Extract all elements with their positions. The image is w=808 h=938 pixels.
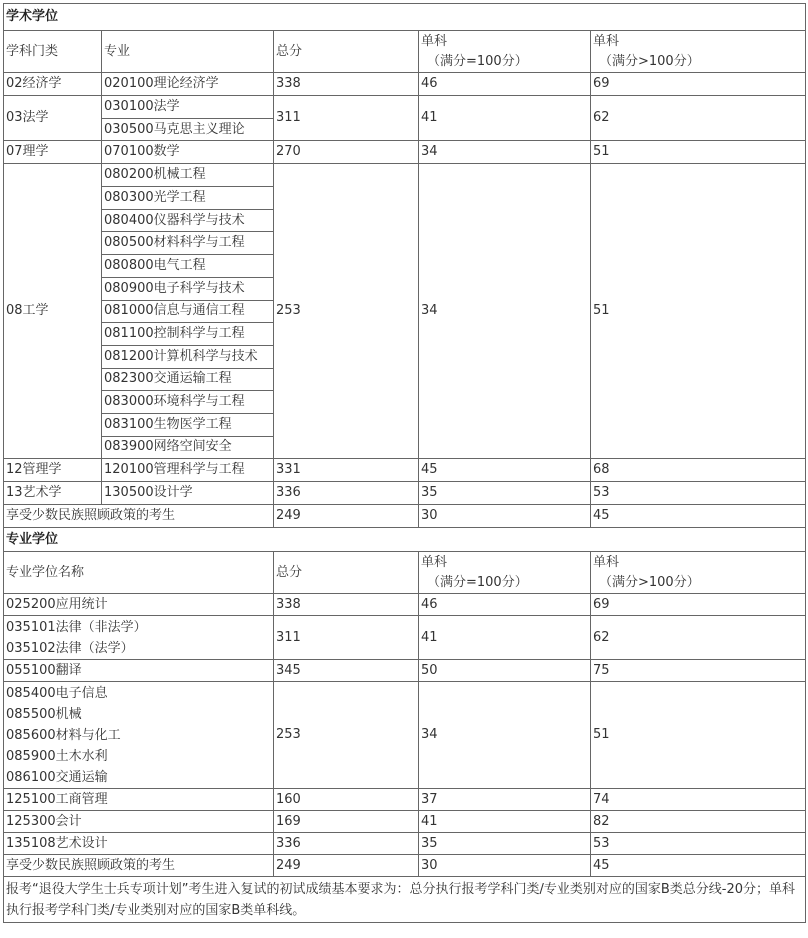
footnote: 报考“退役大学生士兵专项计划”考生进入复试的初试成绩基本要求为：总分执行报考学科门类/专业类别对应的国家B类总分线-20分；单科执行报考学科门类/专业类别对应的国家B类单科线。	[4, 877, 806, 923]
degree-name-cell	[4, 789, 274, 811]
header-single-100-note: （满分=100分）	[427, 574, 528, 590]
category-cell: 13艺术学	[4, 482, 102, 505]
single-over-100-cell: 75	[591, 660, 806, 682]
degree-name: 085600材料与化工	[6, 727, 121, 743]
major-cell: 082300交通运输工程	[102, 368, 274, 391]
degree-name: 035101法律（非法学）	[6, 619, 147, 635]
degree-name: 085500机械	[6, 706, 82, 722]
table-row	[4, 164, 806, 187]
header-degree-name: 专业学位名称	[4, 552, 274, 594]
table-row	[4, 4, 806, 31]
total-score-cell: 311	[274, 616, 419, 660]
degree-name: 135108艺术设计	[6, 836, 108, 852]
major-cell: 080800电气工程	[102, 255, 274, 278]
total-score-cell: 336	[274, 833, 419, 855]
major-cell: 080500材料科学与工程	[102, 232, 274, 255]
single-over-100-cell: 62	[591, 616, 806, 660]
table-row	[4, 31, 806, 73]
single-over-100-cell: 51	[591, 164, 806, 459]
table-row	[4, 789, 806, 811]
single-100-cell: 34	[419, 141, 591, 164]
table-row	[4, 616, 806, 660]
total-score-cell: 160	[274, 789, 419, 811]
single-100-cell: 34	[419, 164, 591, 459]
total-score-cell: 249	[274, 855, 419, 877]
single-100-cell: 37	[419, 789, 591, 811]
minority-label: 享受少数民族照顾政策的考生	[4, 505, 274, 528]
major-cell: 080400仪器科学与技术	[102, 209, 274, 232]
table-row	[4, 505, 806, 528]
major-cell: 081200计算机科学与技术	[102, 345, 274, 368]
single-100-cell: 46	[419, 594, 591, 616]
single-over-100-cell: 45	[591, 855, 806, 877]
table-row	[4, 855, 806, 877]
header-single-100-note: （满分=100分）	[427, 53, 528, 69]
degree-name-cell	[4, 616, 274, 660]
major-cell: 080300光学工程	[102, 187, 274, 210]
degree-name-cell	[4, 833, 274, 855]
total-score-cell: 253	[274, 682, 419, 789]
category-cell: 07理学	[4, 141, 102, 164]
total-score-cell: 169	[274, 811, 419, 833]
major-cell: 080200机械工程	[102, 164, 274, 187]
header-total: 总分	[274, 552, 419, 594]
degree-name-cell	[4, 594, 274, 616]
category-cell: 12管理学	[4, 459, 102, 482]
single-100-cell: 30	[419, 855, 591, 877]
header-single-100	[419, 31, 591, 73]
single-100-cell: 34	[419, 682, 591, 789]
degree-name: 086100交通运输	[6, 769, 108, 785]
table-row	[4, 552, 806, 594]
single-over-100-cell: 53	[591, 482, 806, 505]
header-major: 专业	[102, 31, 274, 73]
total-score-cell: 336	[274, 482, 419, 505]
total-score-cell: 249	[274, 505, 419, 528]
major-cell: 083100生物医学工程	[102, 413, 274, 436]
header-single-over-100-label: 单科	[593, 554, 620, 570]
single-100-cell: 35	[419, 833, 591, 855]
total-score-cell: 270	[274, 141, 419, 164]
header-single-over-100	[591, 552, 806, 594]
header-single-100	[419, 552, 591, 594]
header-single-over-100	[591, 31, 806, 73]
category-cell: 03法学	[4, 96, 102, 141]
header-single-100-label: 单科	[421, 33, 448, 49]
single-100-cell: 41	[419, 616, 591, 660]
major-cell: 030100法学	[102, 96, 274, 119]
major-cell: 020100理论经济学	[102, 73, 274, 96]
major-cell: 081000信息与通信工程	[102, 300, 274, 323]
total-score-cell: 331	[274, 459, 419, 482]
single-over-100-cell: 51	[591, 141, 806, 164]
header-single-100-label: 单科	[421, 554, 448, 570]
header-single-over-100-label: 单科	[593, 33, 620, 49]
table-row	[4, 833, 806, 855]
single-100-cell: 45	[419, 459, 591, 482]
table-row	[4, 660, 806, 682]
table-row	[4, 528, 806, 552]
table-row	[4, 73, 806, 96]
single-over-100-cell: 69	[591, 73, 806, 96]
table-row	[4, 96, 806, 119]
single-over-100-cell: 82	[591, 811, 806, 833]
header-single-over-100-note: （满分>100分）	[599, 53, 700, 69]
degree-name: 025200应用统计	[6, 597, 108, 613]
degree-name: 085400电子信息	[6, 685, 108, 701]
degree-name: 125100工商管理	[6, 792, 108, 808]
total-score-cell: 338	[274, 73, 419, 96]
degree-name: 085900土木水利	[6, 748, 108, 764]
single-over-100-cell: 53	[591, 833, 806, 855]
degree-name: 055100翻译	[6, 663, 82, 679]
table-row	[4, 141, 806, 164]
single-100-cell: 41	[419, 811, 591, 833]
single-100-cell: 35	[419, 482, 591, 505]
single-over-100-cell: 74	[591, 789, 806, 811]
table-row	[4, 811, 806, 833]
degree-name-cell	[4, 660, 274, 682]
category-cell: 02经济学	[4, 73, 102, 96]
major-cell: 130500设计学	[102, 482, 274, 505]
header-category: 学科门类	[4, 31, 102, 73]
single-over-100-cell: 45	[591, 505, 806, 528]
total-score-cell: 311	[274, 96, 419, 141]
table-row	[4, 594, 806, 616]
major-cell: 030500马克思主义理论	[102, 118, 274, 141]
table-row	[4, 682, 806, 789]
single-100-cell: 46	[419, 73, 591, 96]
degree-name-cell	[4, 811, 274, 833]
total-score-cell: 253	[274, 164, 419, 459]
single-over-100-cell: 62	[591, 96, 806, 141]
header-total: 总分	[274, 31, 419, 73]
section-title-professional: 专业学位	[4, 528, 806, 552]
table-row	[4, 459, 806, 482]
single-over-100-cell: 69	[591, 594, 806, 616]
major-cell: 120100管理科学与工程	[102, 459, 274, 482]
table-row	[4, 877, 806, 923]
table-row	[4, 482, 806, 505]
header-single-over-100-note: （满分>100分）	[599, 574, 700, 590]
single-over-100-cell: 68	[591, 459, 806, 482]
score-requirements-table	[3, 3, 806, 923]
degree-name: 035102法律（法学）	[6, 640, 134, 656]
category-cell: 08工学	[4, 164, 102, 459]
major-cell: 070100数学	[102, 141, 274, 164]
major-cell: 080900电子科学与技术	[102, 277, 274, 300]
section-title-academic: 学术学位	[4, 4, 806, 31]
major-cell: 083000环境科学与工程	[102, 391, 274, 414]
total-score-cell: 345	[274, 660, 419, 682]
single-100-cell: 30	[419, 505, 591, 528]
major-cell: 083900网络空间安全	[102, 436, 274, 459]
single-over-100-cell: 51	[591, 682, 806, 789]
degree-name: 125300会计	[6, 814, 82, 830]
total-score-cell: 338	[274, 594, 419, 616]
single-100-cell: 50	[419, 660, 591, 682]
degree-name-cell	[4, 682, 274, 789]
major-cell: 081100控制科学与工程	[102, 323, 274, 346]
minority-label: 享受少数民族照顾政策的考生	[4, 855, 274, 877]
single-100-cell: 41	[419, 96, 591, 141]
